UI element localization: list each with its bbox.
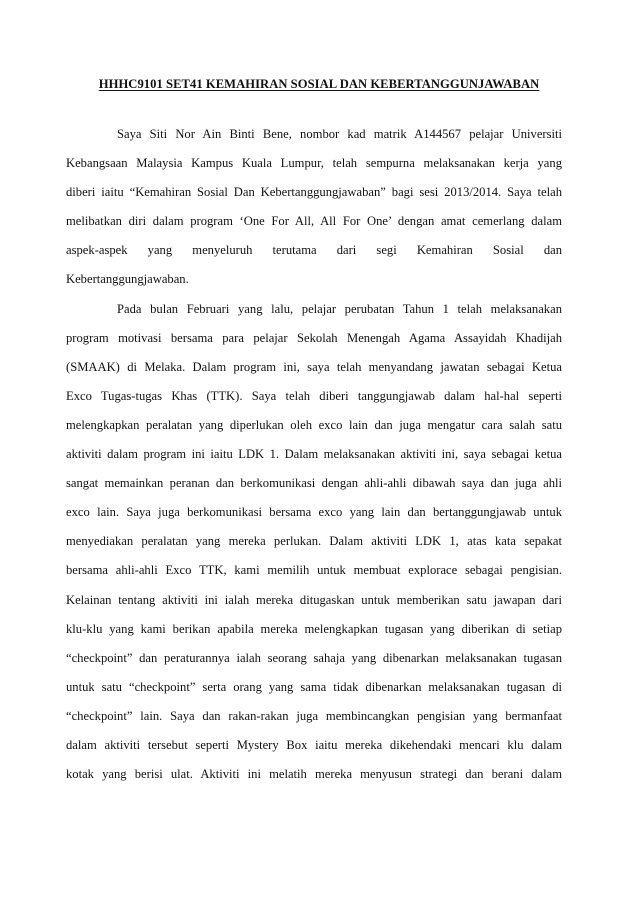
paragraph-1-line-2: Kebangsaan Malaysia Kampus Kuala Lumpur, telah sempurna melaksanakan kerja yang: [66, 156, 562, 171]
document-body: [66, 120, 562, 789]
paragraph-1-line-6: Kebertanggungjawaban.: [66, 272, 189, 287]
paragraph-2-line-13: “checkpoint” dan peraturannya ialah seorang sahaja yang dibenarkan melaksanakan tugasan: [66, 650, 562, 665]
paragraph-1-line-4: melibatkan diri dalam program ‘One For All, All For One’ dengan amat cemerlang dalam: [66, 214, 562, 229]
paragraph-2-line-5: melengkapkan peralatan yang diperlukan oleh exco lain dan juga mengatur cara salah satu: [66, 417, 562, 432]
paragraph-2-line-2: program motivasi bersama para pelajar Sekolah Menengah Agama Assayidah Khadijah: [66, 330, 562, 345]
paragraph-2-line-3: (SMAAK) di Melaka. Dalam program ini, saya telah menyandang jawatan sebagai Ketua: [66, 359, 562, 374]
paragraph-1-line-1: Saya Siti Nor Ain Binti Bene, nombor kad matrik A144567 pelajar Universiti: [117, 127, 562, 141]
paragraph-2-line-7: sangat memainkan peranan dan berkomunikasi dengan ahli-ahli dibawah saya dan juga ahli: [66, 476, 562, 491]
paragraph-2-line-1: Pada bulan Februari yang lalu, pelajar perubatan Tahun 1 telah melaksanakan: [117, 301, 562, 316]
paragraph-2-line-4: Exco Tugas-tugas Khas (TTK). Saya telah diberi tanggungjawab dalam hal-hal seperti: [66, 388, 562, 403]
paragraph-2-line-12: klu-klu yang kami berikan apabila mereka melengkapkan tugasan yang diberikan di setiap: [66, 621, 562, 636]
paragraph-2-line-16: dalam aktiviti tersebut seperti Mystery Box iaitu mereka dikehendaki mencari klu dalam: [66, 737, 562, 752]
paragraph-2-line-8: exco lain. Saya juga berkomunikasi bersama exco yang lain dan bertanggungjawab untuk: [66, 505, 562, 520]
paragraph-2-line-9: menyediakan peralatan yang mereka perlukan. Dalam aktiviti LDK 1, atas kata sepakat: [66, 534, 562, 549]
document-title: HHHC9101 SET41 KEMAHIRAN SOSIAL DAN KEBERTANGGUNJAWABAN: [98, 77, 540, 91]
paragraph-1-line-3: diberi iaitu “Kemahiran Sosial Dan Kebertanggungjawaban” bagi sesi 2013/2014. Saya telah: [66, 185, 562, 200]
paragraph-2-line-11: Kelainan tentang aktiviti ini ialah mereka ditugaskan untuk memberikan satu jawapan dari: [66, 592, 562, 607]
paragraph-1-line-5: aspek-aspek yang menyeluruh terutama dari segi Kemahiran Sosial dan: [66, 243, 562, 258]
paragraph-2-line-10: bersama ahli-ahli Exco TTK, kami memilih untuk membuat explorace sebagai pengisian.: [66, 563, 562, 578]
paragraph-2-line-6: aktiviti dalam program ini iaitu LDK 1. Dalam melaksanakan aktiviti ini, saya sebagai ketua: [66, 447, 562, 462]
paragraph-2-line-17: kotak yang berisi ulat. Aktiviti ini melatih mereka menyusun strategi dan berani dalam: [66, 767, 562, 782]
paragraph-2-line-15: “checkpoint” lain. Saya dan rakan-rakan juga membincangkan pengisian yang bermanfaat: [66, 708, 562, 723]
paragraph-2-line-14: untuk satu “checkpoint” serta orang yang sama tidak dibenarkan melaksanakan tugasan di: [66, 679, 562, 694]
